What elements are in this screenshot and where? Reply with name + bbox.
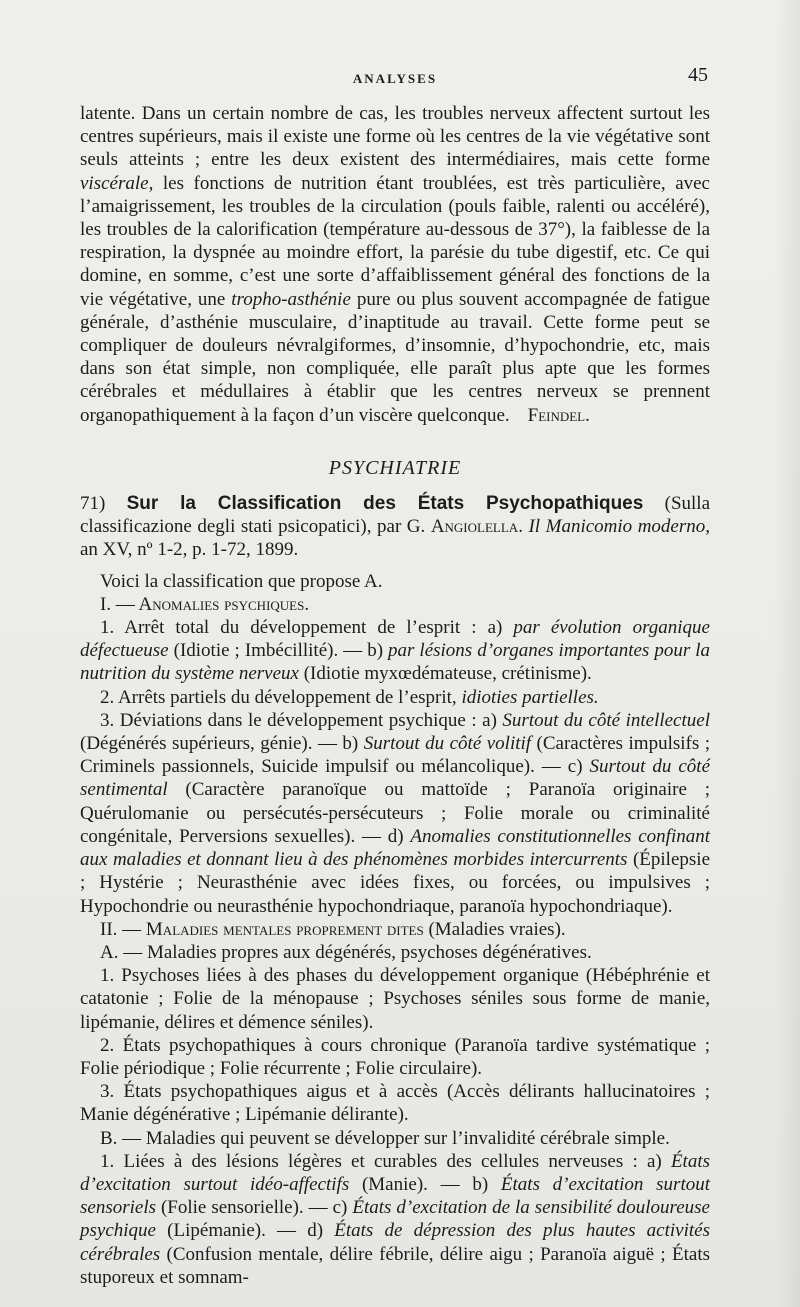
italic-run: États d’excitation surtout sensoriels	[80, 1173, 710, 1219]
author-signature: Feindel.	[527, 404, 590, 426]
subsection-b: B. — Maladies qui peuvent se développer sur l’invalidité cérébrale simple.	[100, 1127, 670, 1149]
item-a-3: 3. États psychopathiques aigus et à accès (Accès délirants hallucinatoires ; Manie dégénérative ; Lipémanie délirante).	[80, 1081, 710, 1126]
text-run: latente. Dans un certain nombre de cas, les troubles nerveux affectent surtout les centres supérieurs, mais il existe une forme où les centres de la vie végétative sont seuls atteints ; entre les deux existent des intermédiaires, mais cette forme	[80, 103, 710, 171]
running-header	[80, 64, 710, 88]
item-a-1: 1. Psychoses liées à des phases du développement organique (Hébéphrénie et catatonie ; Folie de la ménopause ; Psychoses séniles sous forme de manie, lipémanie, délires et démence séniles).	[80, 965, 710, 1033]
text-run: (Confusion mentale, délire fébrile, délire aigu ; Paranoïa aiguë ; États stuporeux et somnam-	[80, 1243, 710, 1288]
text-run: (Épilepsie ; Hystérie ; Neurasthénie avec idées fixes, ou forcées, ou impulsives ; Hypochondrie ou neurasthénie hypochondriaque, paranoïa hypochondriaque).	[80, 849, 711, 917]
italic-run: Surtout du côté sentimental	[80, 756, 710, 801]
subsection-a: A. — Maladies propres aux dégénérés, psychoses dégénératives.	[100, 941, 592, 963]
section-title: PSYCHIATRIE	[328, 456, 462, 479]
italic-run: Surtout du côté intellectuel	[502, 709, 710, 731]
journal-name: Il Manicomio moderno,	[528, 516, 710, 538]
text-run: 1. Arrêt total du développement de l’esprit : a)	[100, 617, 514, 639]
text-run: (Sulla classificazione degli stati psicopatici), par G.	[80, 493, 711, 538]
page-body	[80, 102, 710, 1289]
text-run: 1. Liées à des lésions légères et curables des cellules nerveuses : a)	[100, 1150, 671, 1172]
text-run: (Caractère paranoïque ou mattoïde ; Paranoïa originaire ; Quérulomanie ou persécutés-persécuteurs ; Folie morale ou criminalité congénitale, Perversions sexuelles). — d)	[80, 779, 710, 847]
text-run: II. —	[100, 918, 146, 940]
text-run: (Manie). — b)	[349, 1173, 501, 1195]
page-edge-shadow	[774, 0, 800, 1307]
italic-run: par lésions d’organes importantes pour la nutrition du système nerveux	[80, 640, 710, 685]
page-number: 45	[688, 64, 708, 86]
italic-run: Anomalies constitutionnelles confinant aux maladies et donnant lieu à des phénomènes morbides intercurrents	[80, 825, 710, 871]
italic-run: Surtout du côté volitif	[363, 733, 532, 755]
text-run: 3. Déviations dans le développement psychique : a)	[100, 709, 503, 731]
text-run: les fonctions de nutrition étant troublées, est très particulière, avec l’amaigrissement, les troubles de la circulation (pouls faible, ralenti ou accéléré), les troubles de la calorification (température au-dessous de 37°), la faiblesse de la respiration, la dyspnée au moindre effort, la parésie du tube digestif, etc. Ce qui domine, en somme, c’est une sorte d’affaiblissement général des fonctions de la vie végétative, une	[80, 172, 710, 310]
article-author: Angiolella	[430, 516, 519, 538]
text-run: (Folie sensorielle). — c)	[156, 1197, 353, 1219]
italic-run: tropho-asthénie	[231, 288, 351, 310]
text-run: (Idiotie myxœdémateuse, crétinisme).	[298, 663, 592, 685]
italic-run: États d’excitation surtout idéo-affectifs	[80, 1150, 710, 1195]
running-title: ANALYSES	[352, 71, 438, 86]
text-run: 2. Arrêts partiels du développement de l’esprit,	[100, 686, 462, 708]
text-run: (Dégénérés supérieurs, génie). — b)	[80, 733, 364, 755]
item-b-1	[80, 1150, 710, 1289]
text-run: (Maladies vraies).	[423, 918, 566, 940]
article-heading	[80, 492, 710, 562]
text-run: .	[518, 516, 529, 538]
article-number: 71)	[80, 493, 127, 515]
part-ii-heading	[80, 918, 710, 941]
item-i-3	[80, 709, 710, 918]
small-caps-run: Maladies mentales proprement dites	[145, 918, 424, 940]
intro-line: Voici la classification que propose A.	[100, 570, 383, 592]
text-run: (Lipémanie). — d)	[155, 1220, 335, 1242]
part-i-heading: I. — Anomalies psychiques.	[100, 593, 310, 615]
item-i-2	[80, 686, 710, 709]
journal-reference: an XV, nº 1-2, p. 1-72, 1899.	[80, 539, 299, 561]
italic-run: États d’excitation de la sensibilité douloureuse psychique	[80, 1197, 710, 1242]
italic-run: par évolution organique défectueuse	[80, 617, 710, 662]
italic-run: viscérale,	[80, 172, 154, 194]
item-i-1	[80, 616, 710, 686]
text-run: (Idiotie ; Imbécillité). — b)	[168, 640, 389, 662]
text-run: (Caractères impulsifs ; Criminels passionnels, Suicide impulsif ou mélancolique). — c)	[80, 733, 710, 778]
text-run: pure ou plus souvent accompagnée de fatigue générale, d’asthénie musculaire, d’inaptitude au travail. Cette forme peut se compliquer de douleurs névralgiformes, d’insomnie, d’hypochondrie, etc, mais dans son état simple, non compliquée, elle paraît plus apte que les formes cérébrales et médullaires à établir que les centres nerveux se prennent organopathiquement à la façon d’un viscère quelconque.	[80, 288, 710, 426]
item-a-2: 2. États psychopathiques à cours chronique (Paranoïa tardive systématique ; Folie périodique ; Folie récurrente ; Folie circulaire).	[80, 1034, 710, 1079]
italic-run: idioties partielles.	[461, 686, 599, 708]
italic-run: États de dépression des plus hautes activités cérébrales	[80, 1220, 710, 1265]
paragraph-latente	[80, 102, 710, 427]
spacer	[80, 562, 710, 570]
article-title: Sur la Classification des États Psychopathiques	[126, 493, 644, 515]
